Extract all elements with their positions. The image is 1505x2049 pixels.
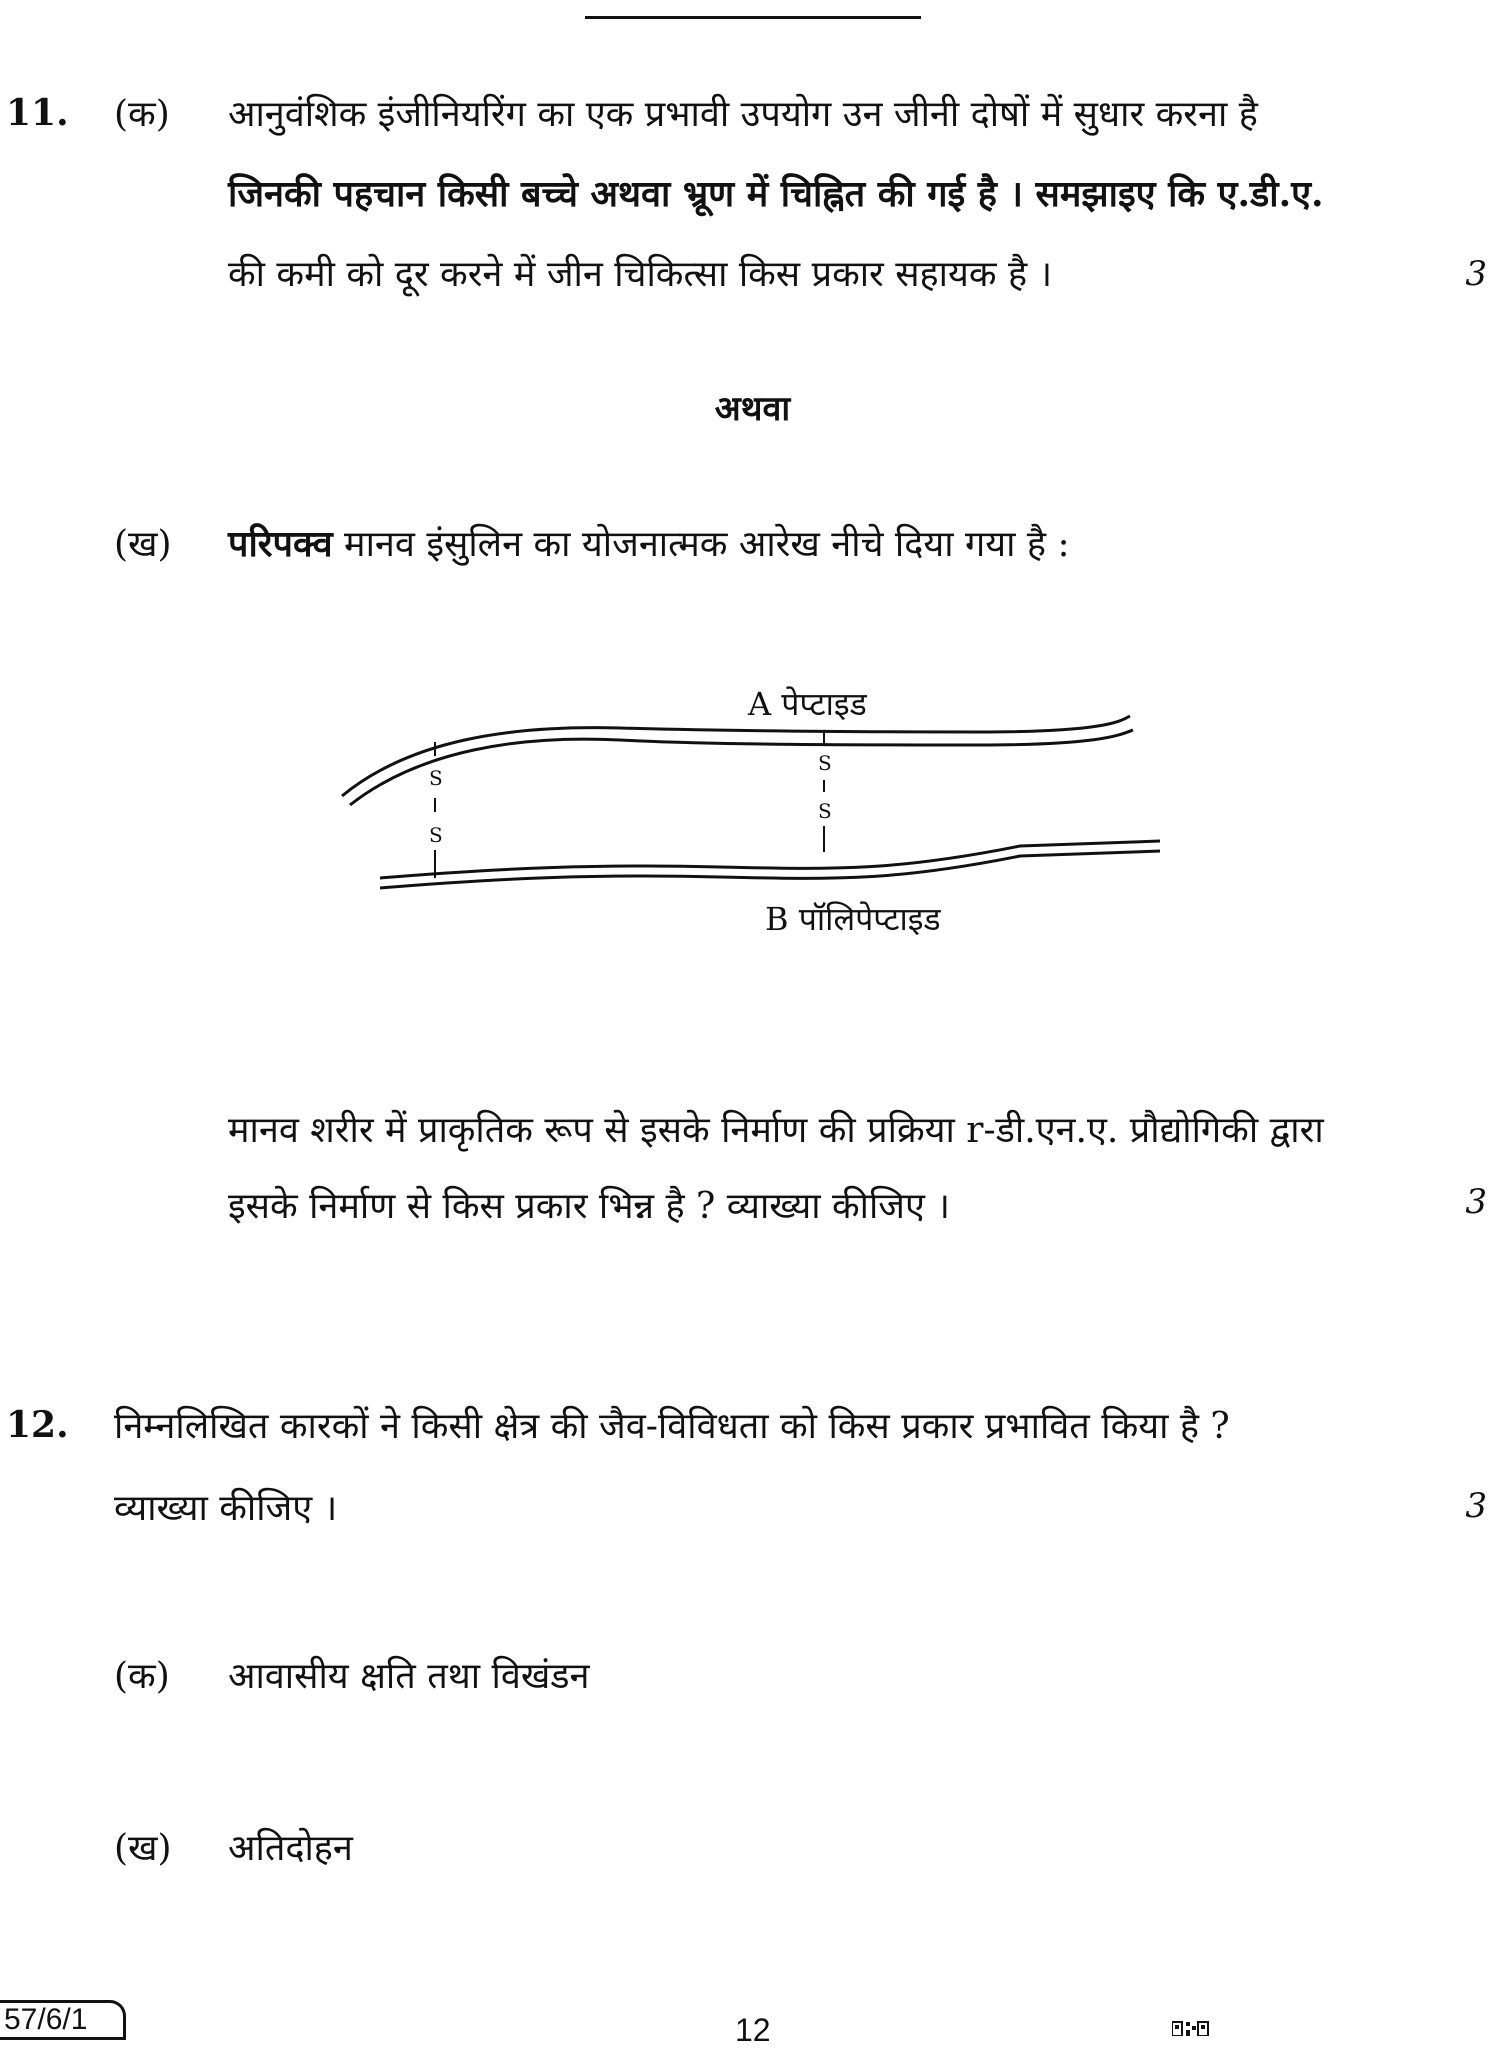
- top-rule: [585, 16, 921, 19]
- q11-part-b-intro-rest: मानव इंसुलिन का योजनात्मक आरेख नीचे दिया गया है :: [332, 524, 1070, 565]
- b-polypeptide-label: B पॉलिपेप्टाइड: [765, 900, 941, 938]
- q11-part-b-intro: [228, 518, 1070, 567]
- q12-part-b-text: अतिदोहन: [228, 1828, 353, 1869]
- b-polypeptide-chain: [380, 841, 1160, 888]
- bond-s-left-top: S: [429, 766, 443, 790]
- paper-code: 57/6/1: [4, 2003, 88, 2036]
- a-peptide-label: A पेप्टाइड: [748, 685, 867, 723]
- disulfide-bond-right: [818, 732, 832, 852]
- paper-code-box: [0, 2000, 126, 2040]
- bond-s-right-bottom: S: [818, 799, 832, 823]
- q12-part-b-label: (ख): [114, 1828, 172, 1869]
- question-12-number: 12.: [6, 1404, 69, 1446]
- q11-part-a-line1: आनुवंशिक इंजीनियरिंग का एक प्रभावी उपयोग उन जीनी दोषों में सुधार करना है: [228, 94, 1258, 135]
- q12-part-a-label: (क): [114, 1656, 170, 1697]
- q11-part-a-line2: जिनकी पहचान किसी बच्चे अथवा भ्रूण में चिह्नित की गई है । समझाइए कि ए.डी.ए.: [228, 173, 1324, 215]
- q11-part-a-line3: की कमी को दूर करने में जीन चिकित्सा किस प्रकार सहायक है ।: [228, 254, 1053, 295]
- q11-part-a-label: (क): [114, 94, 170, 135]
- q12-line2: व्याख्या कीजिए ।: [114, 1488, 338, 1529]
- or-separator: अथवा: [714, 389, 791, 429]
- a-peptide-chain: [342, 716, 1133, 805]
- q11-part-a-marks: 3: [1465, 254, 1487, 294]
- q12-line1: निम्नलिखित कारकों ने किसी क्षेत्र की जैव-विविधता को किस प्रकार प्रभावित किया है ?: [114, 1406, 1230, 1447]
- q12-marks: 3: [1465, 1486, 1487, 1526]
- q12-part-a-text: आवासीय क्षति तथा विखंडन: [228, 1656, 590, 1697]
- q11-part-b-marks: 3: [1465, 1182, 1487, 1222]
- bond-s-right-top: S: [818, 751, 832, 775]
- insulin-diagram: [340, 680, 1180, 950]
- q11-part-b-intro-bold: परिपक्व: [228, 523, 333, 565]
- bond-s-left-bottom: S: [429, 823, 443, 847]
- q11-part-b-line2: इसके निर्माण से किस प्रकार भिन्न है ? व्याख्या कीजिए ।: [228, 1186, 951, 1227]
- q11-part-b-label: (ख): [114, 524, 172, 565]
- page-number: 12: [735, 2012, 771, 2048]
- question-11-number: 11.: [6, 92, 69, 134]
- q11-part-b-line1: मानव शरीर में प्राकृतिक रूप से इसके निर्माण की प्रक्रिया r-डी.एन.ए. प्रौद्योगिकी द्वारा: [228, 1110, 1324, 1151]
